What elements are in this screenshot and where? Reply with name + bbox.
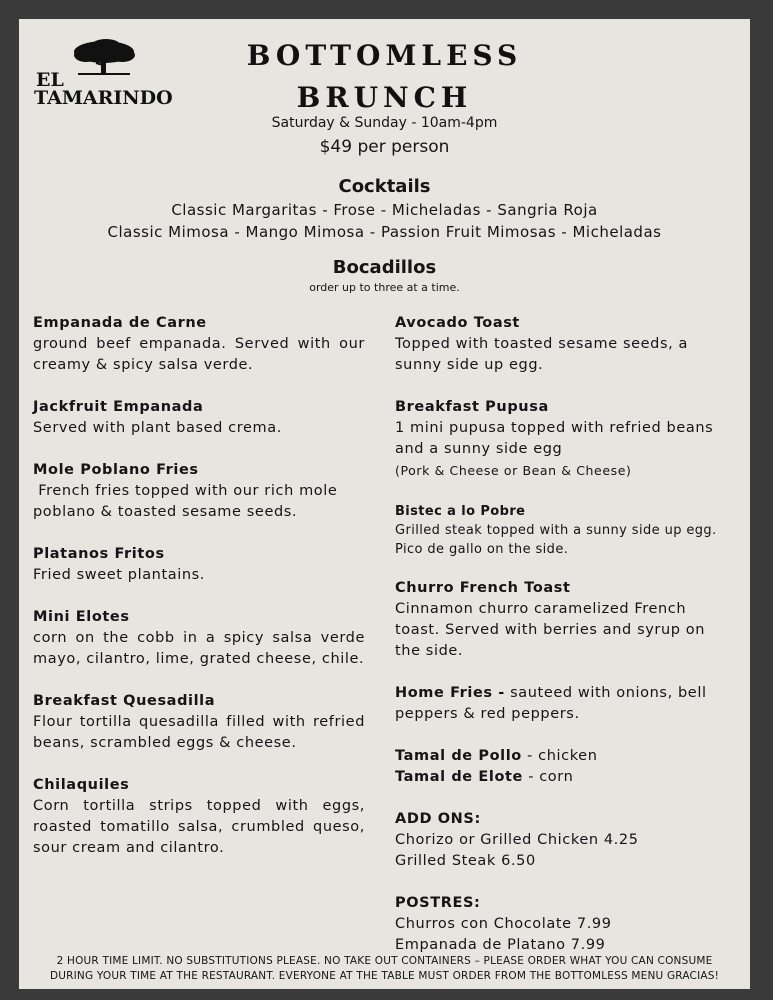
title-line-2: BRUNCH (296, 81, 473, 114)
menu-item (33, 607, 365, 670)
menu-column-right (395, 313, 735, 977)
item-name: Breakfast Quesadilla (33, 693, 216, 709)
item-name: Platanos Fritos (33, 546, 165, 562)
title-line-1: BOTTOMLESS (246, 39, 523, 72)
item-description: Cinnamon churro caramelized French toast. Served with berries and syrup on the side. (395, 601, 706, 659)
cocktails-line-2: Classic Mimosa - Mango Mimosa - Passion Fruit Mimosas - Micheladas (107, 223, 662, 241)
menu-item (395, 502, 735, 559)
menu-item (33, 313, 365, 376)
logo-line-2: TAMARINDO (34, 87, 173, 109)
footer-notice (19, 954, 750, 984)
item-name: Jackfruit Empanada (33, 399, 204, 415)
item-name: Churro French Toast (395, 580, 571, 596)
item-description: - chicken (521, 748, 598, 764)
item-note: (Pork & Cheese or Bean & Cheese) (395, 463, 632, 478)
item-description: Flour tortilla quesadilla filled with refried beans, scrambled eggs & cheese. (33, 714, 365, 751)
item-description: 1 mini pupusa topped with refried beans and a sunny side egg (395, 420, 714, 457)
item-description: ground beef empanada. Served with our creamy & spicy salsa verde. (33, 336, 365, 373)
add-on-item: Grilled Steak 6.50 (395, 853, 536, 869)
postre-item: Churros con Chocolate 7.99 (395, 916, 612, 932)
menu-item (395, 397, 735, 481)
postres-section (395, 893, 735, 956)
item-name: Bistec a lo Pobre (395, 504, 526, 519)
item-description: Served with plant based crema. (33, 420, 282, 436)
menu-item (395, 313, 735, 376)
menu-item (33, 544, 365, 586)
add-on-item: Chorizo or Grilled Chicken 4.25 (395, 832, 639, 848)
footer-line-1: 2 HOUR TIME LIMIT. NO SUBSTITUTIONS PLEASE. NO TAKE OUT CONTAINERS – PLEASE ORDER WHAT YOU CAN CONSUME (56, 955, 713, 967)
item-description: Topped with toasted sesame seeds, a sunny side up egg. (395, 336, 689, 373)
item-description: French fries topped with our rich mole poblano & toasted sesame seeds. (33, 483, 343, 520)
schedule: Saturday & Sunday - 10am-4pm (271, 115, 498, 131)
postre-item: Empanada de Platano 7.99 (395, 937, 606, 953)
menu-column-left (33, 313, 365, 880)
item-name: Empanada de Carne (33, 315, 207, 331)
cocktails-line-1: Classic Margaritas - Frose - Micheladas - Sangria Roja (171, 201, 598, 219)
item-description: Grilled steak topped with a sunny side up egg. Pico de gallo on the side. (395, 523, 717, 557)
item-name: Chilaquiles (33, 777, 130, 793)
menu-item (33, 397, 365, 439)
item-name: Mole Poblano Fries (33, 462, 199, 478)
item-description: sauteed with onions, bell peppers & red peppers. (395, 685, 712, 722)
item-name: Tamal de Pollo (395, 748, 522, 764)
item-description: - corn (522, 769, 574, 785)
page-title (19, 35, 750, 119)
logo-line-1: EL (36, 69, 64, 91)
bocadillos-note: order up to three at a time. (309, 281, 460, 294)
cocktails-heading: Cocktails (338, 176, 431, 197)
menu-item (395, 746, 735, 788)
bocadillos-heading: Bocadillos (332, 257, 437, 278)
item-name: Tamal de Elote (395, 769, 523, 785)
item-name: Avocado Toast (395, 315, 520, 331)
item-description: Corn tortilla strips topped with eggs, roasted tomatillo salsa, crumbled queso, sour cream and cilantro. (33, 798, 365, 856)
add-ons-heading: ADD ONS: (395, 811, 481, 827)
price: $49 per person (319, 137, 450, 157)
item-description: Fried sweet plantains. (33, 567, 206, 583)
add-ons-section (395, 809, 735, 872)
item-description: corn on the cobb in a spicy salsa verde mayo, cilantro, lime, grated cheese, chile. (33, 630, 365, 667)
item-name: Home Fries - (395, 685, 505, 701)
footer-line-2: DURING YOUR TIME AT THE RESTAURANT. EVERYONE AT THE TABLE MUST ORDER FROM THE BOTTOMLESS MENU GRACIAS! (49, 970, 720, 982)
menu-page (19, 19, 750, 989)
menu-item (33, 460, 365, 523)
menu-item (395, 578, 735, 662)
menu-item (33, 775, 365, 859)
item-name: Breakfast Pupusa (395, 399, 549, 415)
postres-heading: POSTRES: (395, 895, 481, 911)
menu-item (395, 683, 735, 725)
menu-item (33, 691, 365, 754)
item-name: Mini Elotes (33, 609, 130, 625)
